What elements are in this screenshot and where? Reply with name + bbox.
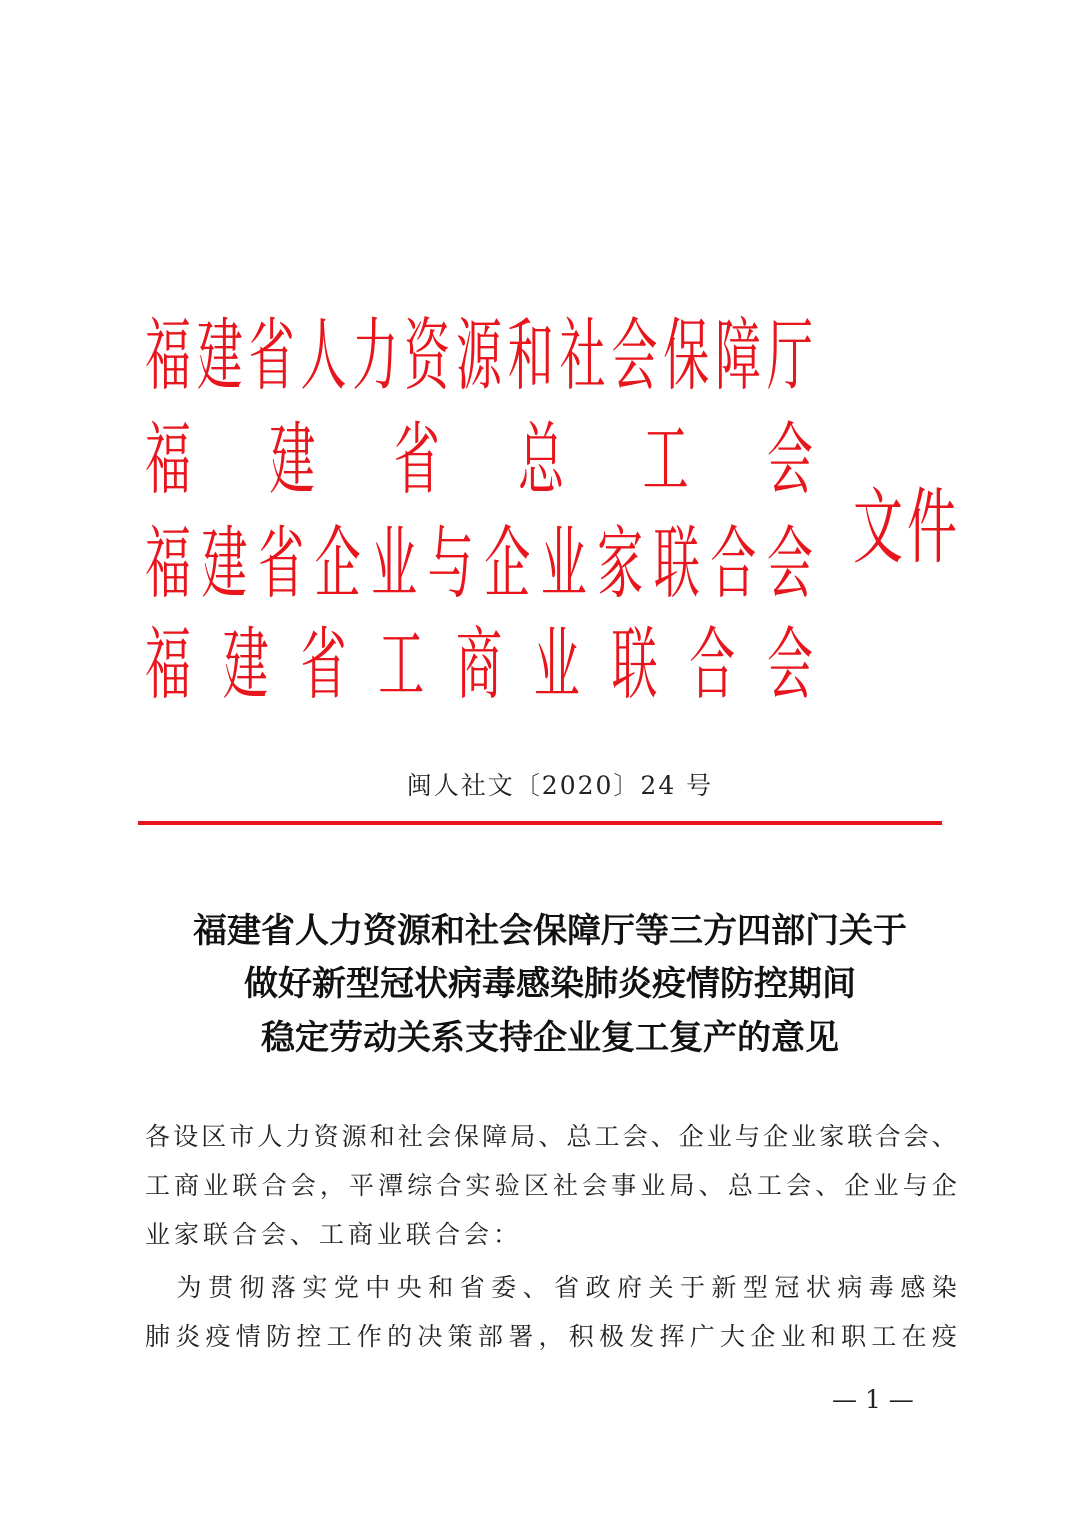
issuer-line-2: 福 建 省 总 工 会	[145, 413, 813, 505]
body-line-3: 业家联合会、工商业联合会：	[145, 1220, 523, 1249]
issuer-line-3: 福 建 省 企 业 与 企 业 家 联 合 会	[145, 517, 813, 609]
red-divider	[138, 821, 942, 825]
issuer-line-1: 福 建 省 人 力 资 源 和 社 会 保 障 厅	[145, 309, 813, 401]
body-line-5: 肺 炎 疫 情 防 控 工 作 的 决 策 部 署 ， 积 极 发 挥 广 大 企 业 和 职 工 在 疫	[145, 1322, 957, 1351]
document-suffix: 文 件	[853, 479, 957, 576]
document-number: 闽人社文〔2020〕24 号	[406, 771, 714, 800]
issuer-line-4: 福 建 省 工 商 业 联 合 会	[145, 618, 813, 710]
body-line-4: 为 贯 彻 落 实 党 中 央 和 省 委 、 省 政 府 关 于 新 型 冠 状 病 毒 感 染	[176, 1273, 957, 1302]
title-line-1: 福建省人力资源和社会保障厅等三方四部门关于	[193, 911, 907, 951]
title-line-2: 做好新型冠状病毒感染肺炎疫情防控期间	[244, 964, 856, 1004]
title-line-3: 稳定劳动关系支持企业复工复产的意见	[261, 1018, 839, 1058]
page-number: — 1 —	[832, 1385, 914, 1414]
body-line-1: 各 设 区 市 人 力 资 源 和 社 会 保 障 局 、 总 工 会 、 企 业 与 企 业 家 联 合 会 、	[145, 1122, 957, 1151]
body-line-2: 工 商 业 联 合 会 ， 平 潭 综 合 实 验 区 社 会 事 业 局 、 总 工 会 、 企 业 与 企	[145, 1171, 957, 1200]
